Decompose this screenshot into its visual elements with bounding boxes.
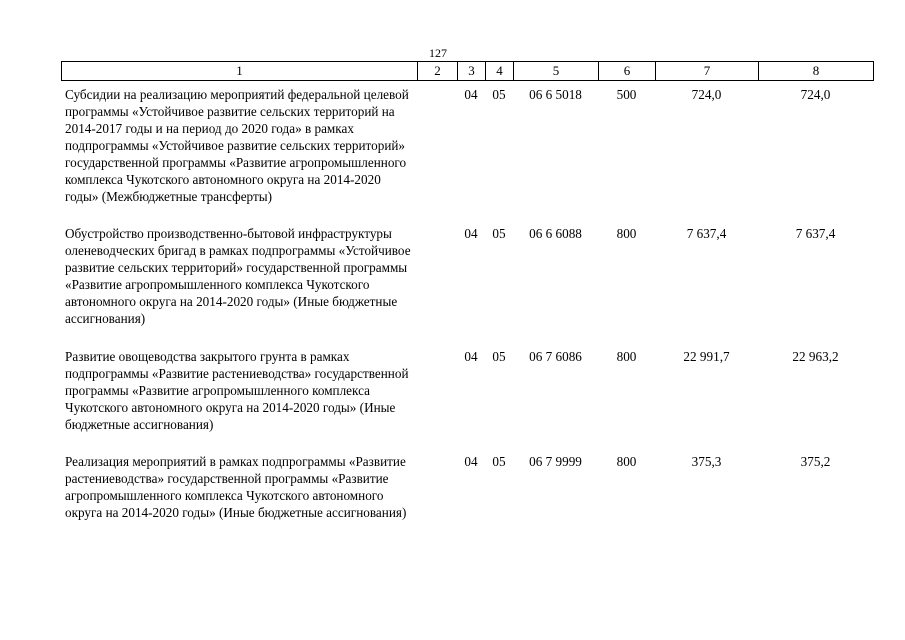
row-amount-executed: 375,2 bbox=[800, 454, 831, 469]
row-target-article: 06 6 5018 bbox=[529, 87, 582, 102]
row-expense-type: 800 bbox=[616, 226, 637, 241]
column-header-5: 5 bbox=[514, 62, 599, 81]
row-subsection-code: 05 bbox=[492, 349, 506, 364]
column-header-3: 3 bbox=[458, 62, 486, 81]
row-subsection-code: 05 bbox=[492, 454, 506, 469]
row-section-code: 04 bbox=[464, 87, 478, 102]
column-header-7: 7 bbox=[656, 62, 759, 81]
row-amount-planned: 724,0 bbox=[691, 87, 722, 102]
row-description: Реализация мероприятий в рамках подпрограммы «Развитие растениеводства» государственной программы «Развитие агропромышленного комплекса Чукотского автономного округа на 2014-2020 годы» (Иные бюджетные ассигнования) bbox=[65, 454, 407, 520]
column-header-2: 2 bbox=[418, 62, 458, 81]
row-expense-type: 800 bbox=[616, 349, 637, 364]
row-expense-type: 800 bbox=[616, 454, 637, 469]
column-number-header bbox=[61, 61, 874, 81]
row-amount-executed: 22 963,2 bbox=[792, 349, 839, 364]
row-amount-executed: 724,0 bbox=[800, 87, 831, 102]
row-subsection-code: 05 bbox=[492, 226, 506, 241]
row-amount-executed: 7 637,4 bbox=[795, 226, 836, 241]
row-target-article: 06 7 6086 bbox=[529, 349, 582, 364]
row-section-code: 04 bbox=[464, 349, 478, 364]
row-amount-planned: 22 991,7 bbox=[683, 349, 730, 364]
column-header-6: 6 bbox=[599, 62, 656, 81]
column-header-8: 8 bbox=[759, 62, 874, 81]
row-description: Субсидии на реализацию мероприятий федеральной целевой программы «Устойчивое развитие сельских территорий на 2014-2017 годы и на период до 2020 года» в рамках подпрограммы «Устойчивое развитие сельских территорий» государственной программы «Развитие агропромышленного комплекса Чукотского автономного округа на 2014-2020 годы» (Межбюджетные трансферты) bbox=[65, 87, 409, 204]
row-target-article: 06 6 6088 bbox=[529, 226, 582, 241]
row-expense-type: 500 bbox=[616, 87, 637, 102]
row-description: Обустройство производственно-бытовой инфраструктуры оленеводческих бригад в рамках подпрограммы «Устойчивое развитие сельских территорий» государственной программы «Развитие агропромышленного комплекса Чукотского автономного округа на 2014-2020 годы» (Иные бюджетные ассигнования) bbox=[65, 226, 411, 326]
row-amount-planned: 7 637,4 bbox=[686, 226, 727, 241]
row-amount-planned: 375,3 bbox=[691, 454, 722, 469]
row-section-code: 04 bbox=[464, 454, 478, 469]
row-subsection-code: 05 bbox=[492, 87, 506, 102]
row-section-code: 04 bbox=[464, 226, 478, 241]
page-number: 127 bbox=[429, 46, 447, 60]
column-header-4: 4 bbox=[486, 62, 514, 81]
row-target-article: 06 7 9999 bbox=[529, 454, 582, 469]
column-header-1: 1 bbox=[62, 62, 418, 81]
row-description: Развитие овощеводства закрытого грунта в рамках подпрограммы «Развитие растениеводства» государственной программы «Развитие агропромышленного комплекса Чукотского автономного округа на 2014-2020 годы» (Иные бюджетные ассигнования) bbox=[65, 349, 409, 432]
